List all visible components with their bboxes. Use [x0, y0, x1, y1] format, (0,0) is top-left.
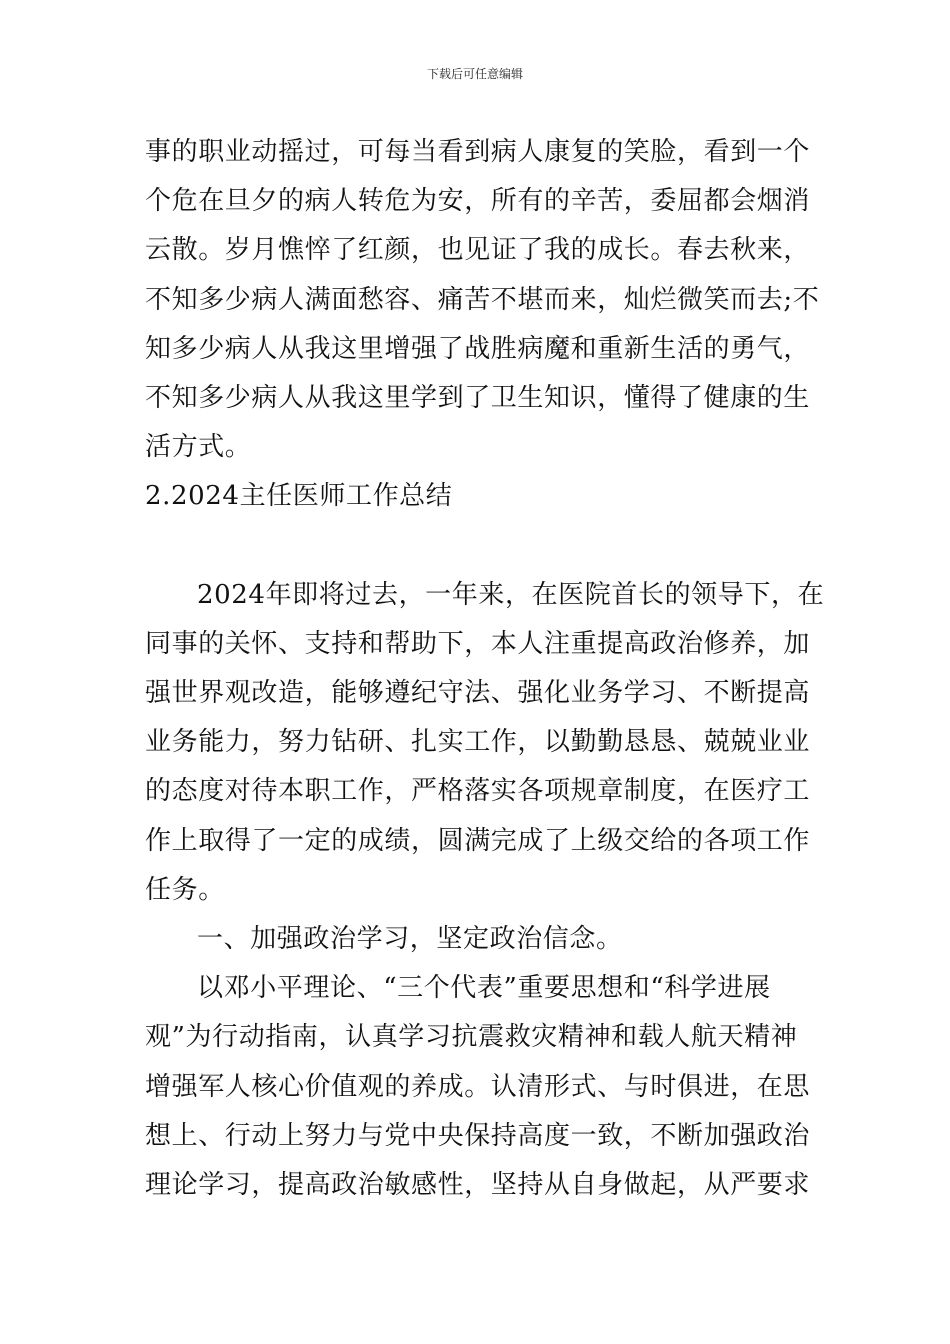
paragraph-line: 活方式。: [145, 432, 252, 463]
blank-line: [145, 522, 810, 571]
page-header: 下载后可任意编辑: [426, 67, 523, 81]
paragraph-line: 不知多少病人满面愁容、痛苦不堪而来，灿烂微笑而去;不: [145, 284, 820, 315]
document-body: [145, 128, 825, 1210]
subsection-heading: 一、加强政治学习，坚定政治信念。: [197, 924, 623, 954]
paragraph-line: 业务能力，努力钻研、扎实工作，以勤勤恳恳、兢兢业业: [145, 727, 811, 758]
paragraph-line: 事的职业动摇过，可每当看到病人康复的笑脸，看到一个: [145, 137, 811, 167]
paragraph-line: 知多少病人从我这里增强了战胜病魔和重新生活的勇气，: [145, 333, 811, 364]
paragraph-line: 2024年即将过去，一年来，在医院首长的领导下，在: [197, 579, 825, 610]
section-title: 2.2024主任医师工作总结: [145, 481, 453, 512]
paragraph-line: 同事的关怀、支持和帮助下，本人注重提高政治修养，加: [145, 628, 811, 659]
paragraph-line: 云散。岁月憔悴了红颜，也见证了我的成长。春去秋来，: [145, 235, 811, 266]
paragraph-line: 作上取得了一定的成绩，圆满完成了上级交给的各项工作: [145, 825, 811, 856]
paragraph-line: 强世界观改造，能够遵纪守法、强化业务学习、不断提高: [145, 678, 811, 709]
paragraph-line: 的态度对待本职工作，严格落实各项规章制度，在医疗工: [145, 776, 811, 807]
paragraph-line: 理论学习，提高政治敏感性，坚持从自身做起，从严要求: [145, 1169, 811, 1200]
paragraph-line: 不知多少病人从我这里学到了卫生知识，懂得了健康的生: [145, 382, 811, 413]
paragraph-line: 任务。: [145, 874, 225, 905]
paragraph-line: 个危在旦夕的病人转危为安，所有的辛苦，委屈都会烟消: [145, 186, 811, 217]
paragraph-line: 观”为行动指南，认真学习抗震救灾精神和载人航天精神: [145, 1022, 798, 1053]
paragraph-line: 以邓小平理论、“三个代表”重要思想和“科学进展: [197, 973, 771, 1004]
paragraph-line: 想上、行动上努力与党中央保持高度一致，不断加强政治: [145, 1120, 811, 1151]
paragraph-line: 增强军人核心价值观的养成。认清形式、与时俱进，在思: [145, 1071, 811, 1102]
